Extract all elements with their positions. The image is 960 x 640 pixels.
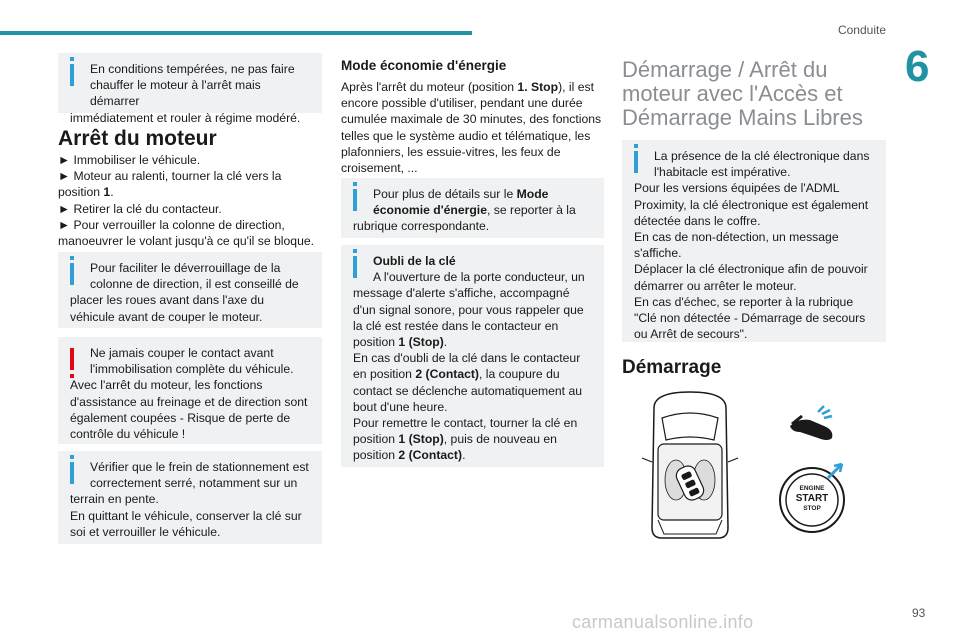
stop-steps <box>58 152 324 249</box>
info-box-key-forgot <box>341 245 604 467</box>
info-text: terrain en pente. <box>70 492 159 507</box>
info-icon <box>353 189 357 211</box>
warning-text: Ne jamais couper le contact avant l'immobilisation complète du véhicule. <box>90 346 294 377</box>
info-icon <box>353 256 357 278</box>
info-text: La présence de la clé électronique dans l'habitacle est impérative. <box>654 149 870 180</box>
info-heading: Oubli de la clé <box>373 254 456 268</box>
info-text: En cas de non-détection, un message s'affiche. <box>634 230 839 261</box>
info-text: En cas d'échec, se reporter à la rubrique "Clé non détectée - Démarrage de secours ou Arrêt de secours". <box>634 294 866 342</box>
start-button-label: ENGINE START STOP <box>795 485 829 512</box>
step-item: ► Immobiliser le véhicule. <box>58 153 201 167</box>
info-icon <box>70 263 74 285</box>
warning-icon <box>70 348 74 370</box>
info-text: A l'ouverture de la porte conducteur, un <box>373 270 585 285</box>
info-icon <box>70 462 74 484</box>
section-heading-keyless: Démarrage / Arrêt du moteur avec l'Accès et Démarrage Mains Libres <box>622 57 863 130</box>
warning-box-ignition <box>58 337 322 444</box>
section-heading-eco: Mode économie d'énergie <box>341 58 507 73</box>
eco-intro: Après l'arrêt du moteur (position 1. Stop), il est encore possible d'utiliser, pendant une durée cumulée maximale de 30 minutes, des fonctions telles que le système audio et télématique, les plafonniers, les essuie-vitres, les feux de croisement, ... <box>341 80 602 176</box>
info-text: Pour les versions équipées de l'ADML Proximity, la clé électronique est également détectée dans le coffre. <box>634 181 869 228</box>
section-title: Conduite <box>837 23 886 37</box>
section-heading-stop: Arrêt du moteur <box>58 127 217 150</box>
watermark: carmanualsonline.info <box>572 612 754 632</box>
info-text: Pour faciliter le déverrouillage de la colonne de direction, il est conseillé de <box>90 261 299 292</box>
section-heading-start: Démarrage <box>622 357 722 378</box>
info-text: En cas d'oubli de la clé dans le contacteur en position 2 (Contact), la coupure du contact se déclenche automatiquement au bout d'une heure. <box>353 351 583 414</box>
info-text: Pour plus de détails sur le Mode économie d'énergie, se reporter à la <box>373 187 576 218</box>
info-box-warmup <box>58 53 322 125</box>
chapter-number: 6 <box>905 42 930 91</box>
info-icon <box>634 151 638 173</box>
info-text: message d'alerte s'affiche, accompagné d'un signal sonore, pour vous rappeler que la clé est restée dans le contacteur en position 1 (Stop). <box>353 286 584 350</box>
info-text: rubrique correspondante. <box>353 219 490 234</box>
engine-start-stop-button <box>776 462 848 534</box>
car-top-view-illustration <box>640 388 740 540</box>
info-text: immédiatement et rouler à régime modéré. <box>70 110 301 125</box>
warning-text: Avec l'arrêt du moteur, les fonctions d'assistance au freinage et de direction sont également coupées - Risque de perte de contrôle du véhicule ! <box>70 378 308 442</box>
info-text: En conditions tempérées, ne pas faire chauffer le moteur à l'arrêt mais démarrer <box>90 62 295 109</box>
info-icon <box>70 64 74 86</box>
step-item: ► Moteur au ralenti, tourner la clé vers la position 1. <box>58 169 282 200</box>
step-item: ► Pour verrouiller la colonne de direction, manoeuvrer le volant jusqu'à ce qu'il se bloque. <box>58 217 315 249</box>
info-text: placer les roues avant dans l'axe du véhicule avant de couper le moteur. <box>70 293 265 324</box>
info-box-steering <box>58 252 322 328</box>
info-box-parking <box>58 451 322 544</box>
info-text: Vérifier que le frein de stationnement est correctement serré, notamment sur un <box>90 460 309 491</box>
info-text: Déplacer la clé électronique afin de pouvoir démarrer ou arrêter le moteur. <box>634 262 868 293</box>
header-accent-bar <box>0 31 472 35</box>
info-box-keyless <box>622 140 886 342</box>
brake-pedal-icon <box>788 396 842 444</box>
info-text: Pour remettre le contact, tourner la clé en position 1 (Stop), puis de nouveau en position 2 (Contact). <box>353 416 578 463</box>
page-number: 93 <box>912 606 926 620</box>
step-item: ► Retirer la clé du contacteur. <box>58 201 222 216</box>
info-box-eco <box>341 178 604 238</box>
info-text: En quittant le véhicule, conserver la clé sur soi et verrouiller le véhicule. <box>70 508 302 539</box>
